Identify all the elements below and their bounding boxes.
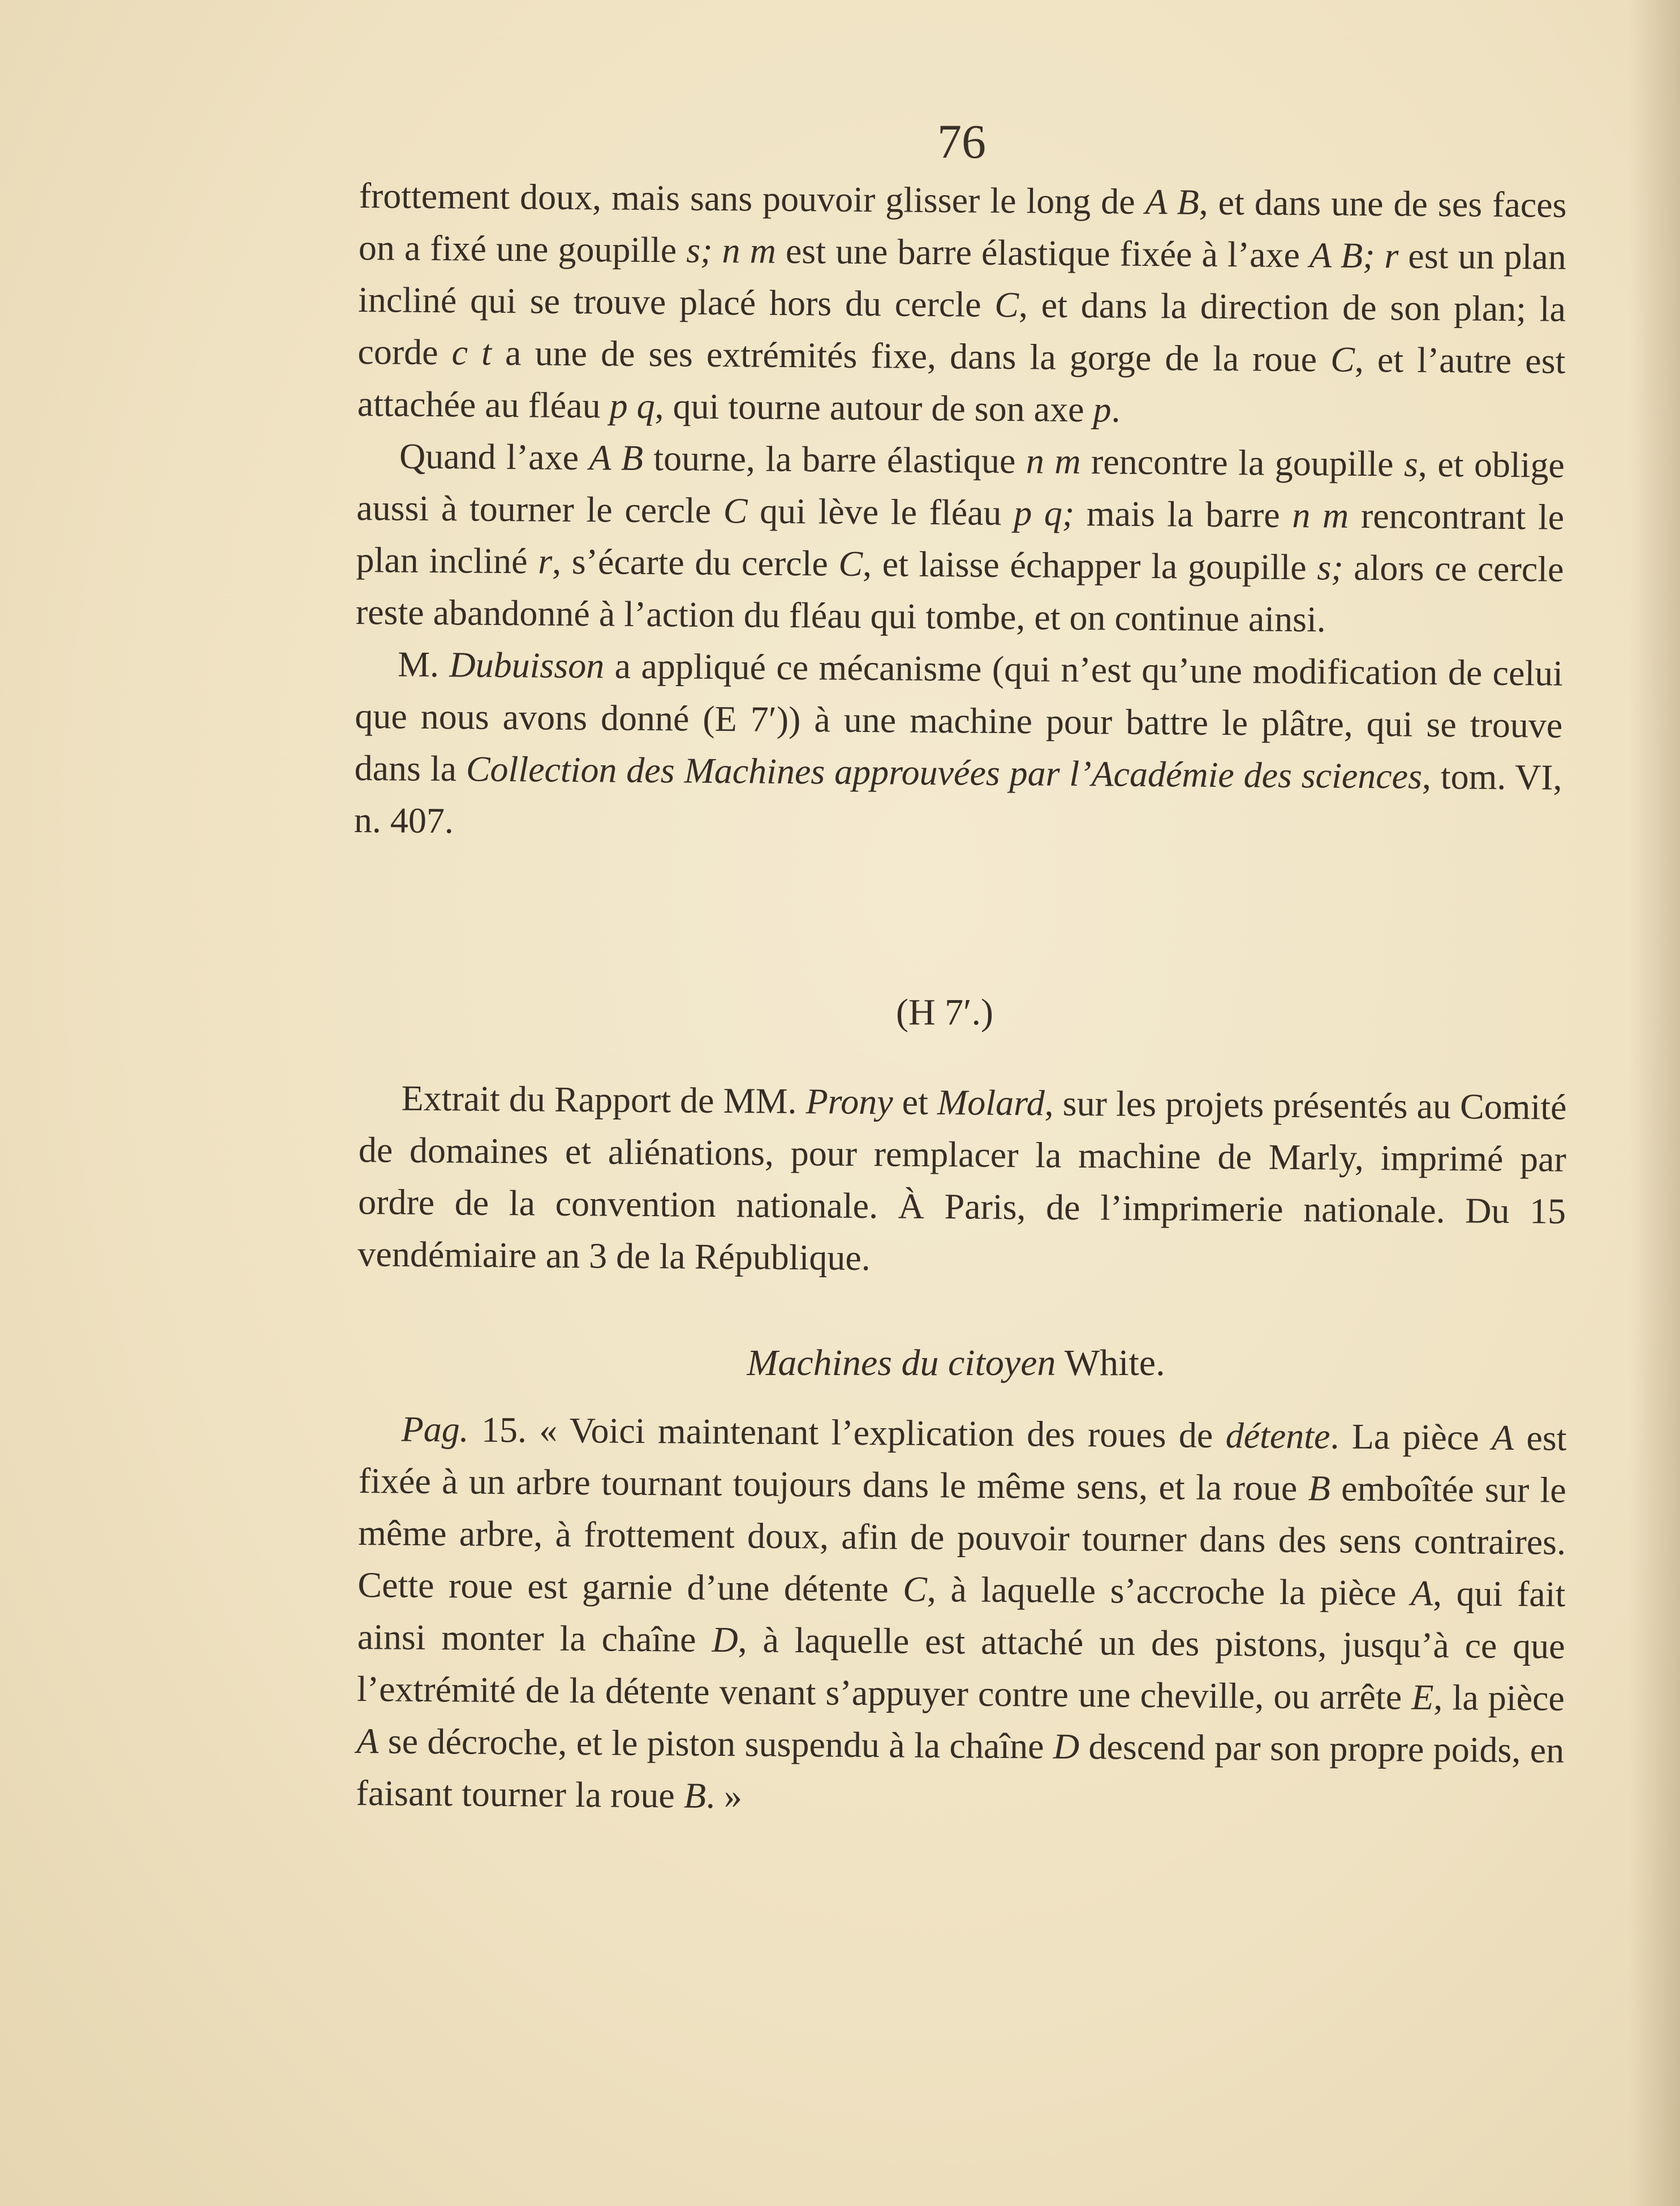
page-edge-shadow <box>1629 0 1680 2206</box>
paragraph-axe-ab: Quand l’axe A B tourne, la barre élastique n m rencontre la goupille s, et oblige aussi à tourner le cercle C qui lève le fléau p q; mais la barre n m rencontrant le plan incliné r, s’écarte du cercle C, et laisse échapper la goupille s; alors ce cercle reste abandonné à l’action du fléau qui tombe, et on continue ainsi. <box>355 436 1565 640</box>
text-block-detente <box>356 1403 1567 1829</box>
paragraph-dubuisson: M. Dubuisson a appliqué ce mécanisme (qui n’est qu’une modification de celui que nous avons donné (E 7′)) à une machine pour battre le plâtre, qui se trouve dans la Collection des Machines approuvées par l’Académie des sciences, tom. VI, n. 407. <box>354 644 1563 841</box>
text-block-mechanism <box>354 170 1567 856</box>
section-heading-h7: (H 7′.) <box>895 992 994 1033</box>
paragraph-extrait-rapport: Extrait du Rapport de MM. Prony et Molard, sur les projets présentés au Comité de domaines et aliénations, pour remplacer la machine de Marly, imprimé par ordre de la convention nationale. À Paris, de l’imprimerie nationale. Du 15 vendémiaire an 3 de la République. <box>357 1078 1567 1278</box>
paragraph-continuation: frottement doux, mais sans pouvoir glisser le long de A B, et dans une de ses faces on a fixé une goupille s; n m est une barre élastique fixée à l’axe A B; r est un plan incliné qui se trouve placé hors du cercle C, et dans la direction de son plan; la corde c t a une de ses extrémités fixe, dans la gorge de la roue C, et l’autre est attachée au fléau p q, qui tourne autour de son axe p. <box>357 175 1567 430</box>
paragraph-roues-detente: Pag. 15. « Voici maintenant l’explication des roues de détente. La pièce A est fixée à un arbre tournant toujours dans le même sens, et la roue B emboîtée sur le même arbre, à frottement doux, afin de pouvoir tourner dans des sens contraires. Cette roue est garnie d’une détente C, à laquelle s’accroche la pièce A, qui fait ainsi monter la chaîne D, à laquelle est attaché un des pistons, jusqu’à ce que l’extrémité de la détente venant s’appuyer contre une cheville, ou arrête E, la pièce A se décroche, et le piston suspendu à la chaîne D descend par son propre poids, en faisant tourner la roue B. » <box>356 1408 1567 1816</box>
page-number: 76 <box>937 114 986 169</box>
text-block-rapport <box>357 1072 1567 1290</box>
subheading-machines-white: Machines du citoyen White. <box>747 1342 1165 1384</box>
